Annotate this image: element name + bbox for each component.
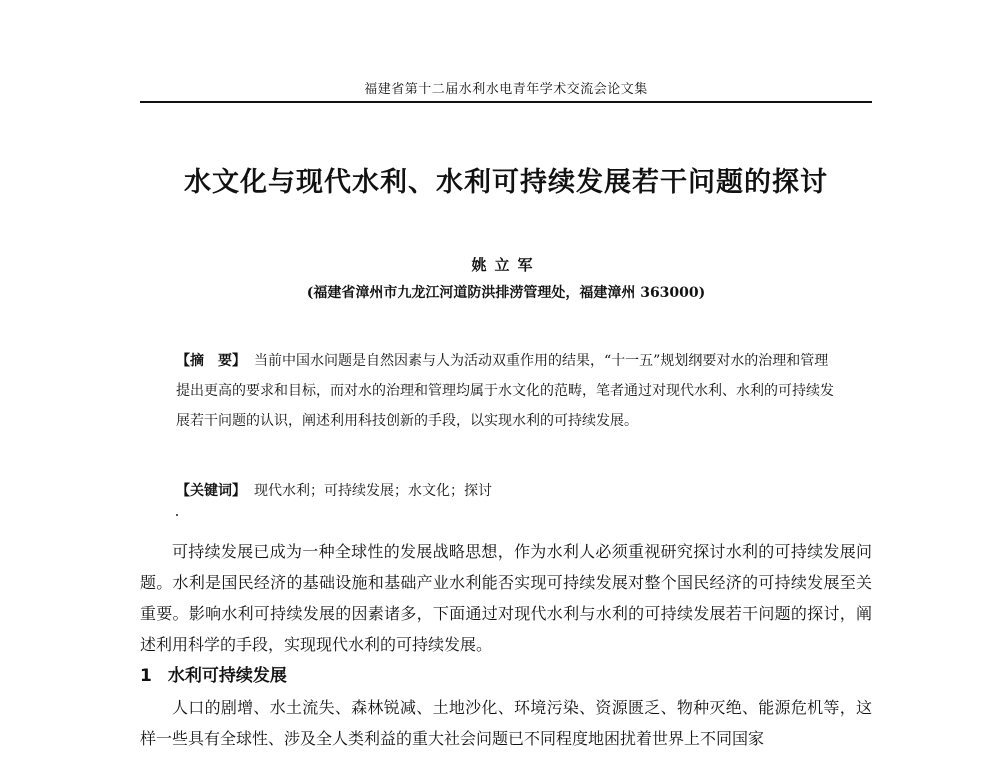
abstract-label: 【摘 要】 [176, 353, 246, 369]
section-heading [140, 661, 872, 692]
intro-paragraph: 可持续发展已成为一种全球性的发展战略思想，作为水利人必须重视研究探讨水利的可持续发展问题。水利是国民经济的基础设施和基础产业水利能否实现可持续发展对整个国民经济的可持续发展至关重要。影响水利可持续发展的因素诸多，下面通过对现代水利与水利的可持续发展若干问题的探讨，阐述利用科学的手段，实现现代水利的可持续发展。 [140, 542, 872, 654]
section-paragraph: 人口的剧增、水土流失、森林锐减、土地沙化、环境污染、资源匮乏、物种灭绝、能源危机等，这样一些具有全球性、涉及全人类利益的重大社会问题已不同程度地困扰着世界上不同国家 [140, 698, 872, 748]
author-name: 姚立军 [471, 256, 541, 274]
scan-speck [176, 514, 178, 516]
keywords-text: 现代水利；可持续发展；水文化；探讨 [254, 483, 492, 499]
abstract-text: 当前中国水问题是自然因素与人为活动双重作用的结果，“十一五”规划纲要对水的治理和管理提出更高的要求和目标，而对水的治理和管理均属于水文化的范畴，笔者通过对现代水利、水利的可持续发展若干问题的认识，阐述利用科技创新的手段，以实现水利的可持续发展。 [176, 353, 834, 429]
abstract [176, 346, 840, 436]
paper-title: 水文化与现代水利、水利可持续发展若干问题的探讨 [184, 167, 828, 198]
running-header: 福建省第十二届水利水电青年学术交流会论文集 [364, 82, 648, 97]
header-rule [140, 101, 872, 103]
keywords-label: 【关键词】 [176, 483, 246, 499]
keywords [176, 476, 840, 506]
section-number: 1 [140, 666, 152, 686]
author-affiliation: (福建省漳州市九龙江河道防洪排涝管理处，福建漳州 363000) [306, 285, 706, 301]
section-title: 水利可持续发展 [167, 666, 287, 686]
